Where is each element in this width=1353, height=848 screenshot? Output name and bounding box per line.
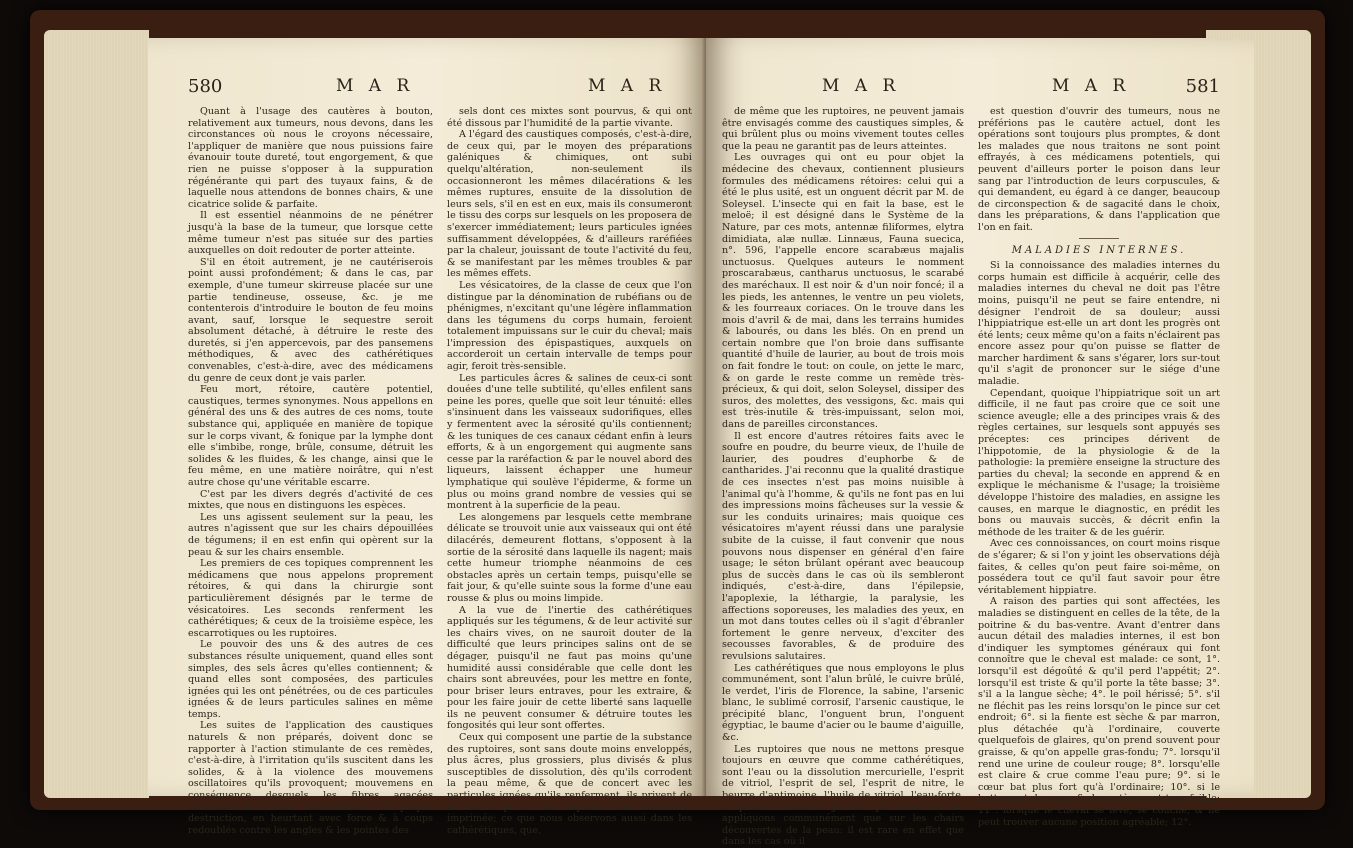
section-heading: MALADIES INTERNES. bbox=[1011, 244, 1187, 256]
paragraph: Si la connoissance des maladies internes du corps humain est difficile à acquérir, celle des maladies internes du cheval ne doit pas l'être moins, puisqu'il ne peut se faire entendre, ni désigner l'endroit de sa douleur; aussi l'hippiatrique est-elle un art dont les progrès ont été lents; ceux même qu'on a faits n'éclairent pas encore assez pour qu'on puisse se flatter de marcher hardiment & sans s'égarer, lors sur-tout qu'il s'agit de prononcer sur le siége d'une maladie. bbox=[978, 260, 1220, 388]
paragraph: Les cathérétiques que nous employons le plus communément, sont l'alun brûlé, le cuivre brûlé, le verdet, l'iris de Florence, la sabine, l'arsenic blanc, le sublimé corrosif, l'arsenic caustique, le précipité blanc, l'onguent brun, l'onguent égyptiac, le baume d'acier ou le baume d'aiguille, &c. bbox=[722, 662, 964, 744]
paragraph: de même que les ruptoires, ne peuvent jamais être envisagés comme des caustiques simples, & qui brûlent plus ou moins vivement toutes celles que la peau ne garantit pas de leurs atteintes. bbox=[722, 106, 964, 152]
paragraph: A l'égard des caustiques composés, c'est-à-dire, de ceux qui, par le moyen des préparations galéniques & chimiques, ont subi quelqu'altération, non-seulement ils occasionneront les mêmes dilacérations & les mêmes ruptures, ensuite de la dissolution de leurs sels, s'il en est en eux, mais ils consumeront le tissu des corps sur lesquels on les proposera de s'exercer immédiatement; leurs particules ignées suffisamment développées, & d'ailleurs raréfiées par la chaleur, jouissant de toute l'activité du feu, & se manifestant par les mêmes troubles & par les mêmes effets. bbox=[447, 129, 692, 280]
paragraph: Cependant, quoique l'hippiatrique soit un art difficile, il ne faut pas croire que ce soit une science aveugle; elle a des principes vrais & des règles certaines, sur lesquels sont appuyés ses préceptes: ces principes dérivent de l'hippotomie, de la physiologie & de la pathologie: la première enseigne la structure des parties du cheval; la seconde en apprend & en explique le méchanisme & l'usage; la troisième développe l'histoire des maladies, en assigne les causes, en marque le diagnostic, en prédit les bons ou mauvais succès, & décrit enfin la méthode de les traiter & de les guérir. bbox=[978, 387, 1220, 538]
text-column bbox=[188, 106, 433, 836]
left-page bbox=[148, 38, 706, 836]
paragraph: Les particules âcres & salines de ceux-ci sont douées d'une telle subtilité, qu'elles enfilent sans peine les pores, quelle que soit leur ténuité: elles s'insinuent dans les vaisseaux sudorifiques, elles y fermentent avec la sérosité qu'ils contiennent; & les tuniques de ces canaux cédant enfin à leurs efforts, & à un engorgement qui augmente sans cesse par la raréfaction & par le nouvel abord des liqueurs, laissent échapper une humeur lymphatique qui soulève l'épiderme, & forme un plus ou moins grand nombre de vessies qui se montrent à la superficie de la peau. bbox=[447, 372, 692, 512]
paragraph: Les uns agissent seulement sur la peau, les autres n'agissent que sur les chairs dépouillées de tégumens; il en est enfin qui opèrent sur la peau & sur les chairs ensemble. bbox=[188, 511, 433, 558]
paragraph: S'il en étoit autrement, je ne cautériserois point aussi profondément; & dans le cas, par exemple, d'une tumeur skirreuse placée sur une partie tendineuse, osseuse, &c. je me contenterois d'introduire le bouton de feu moins avant, sauf, lorsque le sequestre seroit absolument détaché, à détruire le reste des duretés, si j'en appercevois, par des pansemens méthodiques, & avec des cathérétiques convenables, c'est-à-dire, avec des médicamens du genre de ceux dont je vais parler. bbox=[188, 256, 433, 384]
running-head: M A R bbox=[588, 76, 667, 96]
page-number: 580 bbox=[188, 76, 223, 97]
paragraph: sels dont ces mixtes sont pourvus, & qui ont été dissous par l'humidité de la partie vivante. bbox=[447, 106, 692, 129]
right-page-header bbox=[722, 76, 1220, 100]
paragraph: Le pouvoir des uns & des autres de ces substances résulte uniquement, quand elles sont simples, des sels âcres qu'elles contiennent; & quand elles sont composées, des particules ignées qui les ont pénétrées, ou de ces particules ignées & de leurs particules salines en même temps. bbox=[188, 639, 433, 720]
section-rule bbox=[1079, 238, 1119, 239]
text-column bbox=[722, 106, 964, 848]
paragraph: Il est essentiel néanmoins de ne pénétrer jusqu'à la base de la tumeur, que lorsque cette même tumeur n'est pas située sur des parties auxquelles on doit redouter de porter atteinte. bbox=[188, 210, 433, 257]
right-page bbox=[706, 38, 1254, 848]
running-head: M A R bbox=[822, 76, 901, 96]
paragraph: A la vue de l'inertie des cathérétiques appliqués sur les tégumens, & de leur activité sur les chairs vives, on ne sauroit douter de la difficulté que leurs principes salins ont de se dégager, puisqu'il ne faut pas moins qu'une humidité aussi considérable que celle dont les chairs sont abreuvées, pour les mettre en fonte, pour briser leurs entraves, pour les extraire, & pour les faire jouir de cette liberté sans laquelle ils ne peuvent consumer & détruire toutes les fongosités qui leur sont offertes. bbox=[447, 604, 692, 732]
paragraph: A raison des parties qui sont affectées, les maladies se distinguent en celles de la tête, de la poitrine & du bas-ventre. Avant d'entrer dans aucun détail des maladies internes, il est bon d'indiquer les symptomes généraux qui font connoître que le cheval est malade: ce sont, 1°. lorsqu'il est dégoûté & qu'il perd l'appétit; 2°. lorsqu'il est triste & qu'il porte la tête basse; 3°. s'il a la langue sèche; 4°. le poil hérissé; 5°. s'il ne fléchit pas les reins lorsqu'on le pince sur cet endroit; 6°. si la fiente est sèche & par marron, plus détachée qu'à l'ordinaire, couverte quelquefois de glaires, qu'on prend souvent pour graisse, & qu'on appelle gras-fondu; 7°. lorsqu'il rend une urine de couleur rouge; 8°. lorsqu'elle est claire & crue comme l'eau pure; 9°. si le cœur bat plus fort qu'à l'ordinaire; 10°. si le battement du cœur & des artères est trop foible; 11°. lorsque le cheval se lève, se couche, & ne peut trouver aucune position agréable; 12°. bbox=[978, 596, 1220, 828]
paragraph: Il est encore d'autres rétoires faits avec le soufre en poudre, du beurre vieux, de l'huile de laurier, des poudres d'euphorbe & de cantharides. J'ai reconnu que la qualité drastique de ces insectes n'est pas moins nuisible à l'animal qu'à l'homme, & qu'ils ne font pas en lui des impressions moins fâcheuses sur la vessie & sur les conduits urinaires; mais quoique ces vésicatoires m'ayent réussi dans une paralysie subite de la cuisse, il faut convenir que nous pouvons nous dispenser en général d'en faire usage; le séton brûlant opérant avec beaucoup plus de succès dans le cas où ils sembleront indiqués, c'est-à-dire, dans l'épilepsie, l'apoplexie, la léthargie, la paralysie, les affections soporeuses, les maladies des yeux, en un mot dans toutes celles où il s'agit d'ébranler fortement le genre nerveux, d'exciter des secousses favorables, & de produire des revulsions salutaires. bbox=[722, 430, 964, 662]
paragraph: Les ouvrages qui ont eu pour objet la médecine des chevaux, contiennent plusieurs formules des médicamens rétoires: celui qui a été le plus usité, est un onguent décrit par M. de Soleysel. L'insecte qui en fait la base, est le meloë; il est désigné dans le Système de la Nature, par ces mots, antennæ filiformes, elytra dimidiata, alæ nullæ. Linnæus, Fauna suecica, n°. 596, l'appelle encore scarabæus majalis unctuosus. Quelques auteurs le nomment proscarabæus, cantharus unctuosus, le scarabé des maréchaux. Il est noir & d'un noir foncé; il a les pieds, les antennes, le ventre un peu violets, & les fourreaux coriaces. On le trouve dans les mois d'avril & de mai, dans les terrains humides & labourés, ou dans les blés. On en prend un certain nombre que l'on broie dans suffisante quantité d'huile de laurier, au bout de trois mois on fait fondre le tout: on coule, on jette le marc, & on garde le reste comme un remède très-précieux, & qui doit, selon Soleysel, dissiper des suros, des molettes, des vessigons, &c. mais qui est très-inutile & très-impuissant, selon moi, dans de pareilles circonstances. bbox=[722, 152, 964, 431]
paragraph: Quant à l'usage des cautères à bouton, relativement aux tumeurs, nous devons, dans les circonstances où nous le croyons nécessaire, l'appliquer de manière que nous puissions faire évanouir toute dureté, tout engorgement, & que rien ne puisse s'opposer à la suppuration régénérante qui part des tuyaux fains, & de laquelle nous attendons de bonnes chairs, & une cicatrice solide & parfaite. bbox=[188, 106, 433, 210]
paragraph: Les vésicatoires, de la classe de ceux que l'on distingue par la dénomination de rubéfians ou de phénigmes, n'excitant qu'une légère inflammation dans les tégumens du corps humain, feroient totalement impuissans sur le cuir du cheval; mais l'impression des épispastiques, auxquels on accorderoit un certain intervalle de temps pour agir, feroit très-sensible. bbox=[447, 279, 692, 373]
paragraph: C'est par les divers degrés d'activité de ces mixtes, que nous en distinguons les espèces. bbox=[188, 488, 433, 512]
text-column bbox=[447, 106, 692, 836]
page-edges-left bbox=[44, 30, 149, 798]
left-page-header bbox=[188, 76, 692, 100]
paragraph: Ceux qui composent une partie de la substance des ruptoires, sont sans doute moins enveloppés, plus âcres, plus grossiers, plus divisés & plus susceptibles de dissolution, dès qu'ils corrodent la peau même, & que de concert avec les particules ignées qu'ils renferment, ils privent de la vie la partie sur laquelle leur action est imprimée; ce que nous observons aussi dans les cathérétiques, que, bbox=[447, 732, 692, 836]
running-head: M A R bbox=[1052, 76, 1131, 96]
text-column bbox=[978, 106, 1220, 828]
open-book bbox=[30, 10, 1325, 848]
paragraph: est question d'ouvrir des tumeurs, nous ne préférions pas le cautère actuel, dont les opérations sont toujours plus promptes, & dont les malades que nous traitons ne sont point effrayés, à ces médicamens potentiels, qui peuvent d'ailleurs porter le poison dans leur sang par l'introduction de leurs corpuscules, & qui demandent, eu égard à ce danger, beaucoup de circonspection & de sagacité dans le choix, dans les préparations, & dans l'application que l'on en fait. bbox=[978, 106, 1220, 233]
paragraph: Les suites de l'application des caustiques naturels & non préparés, doivent donc se rapporter à l'action stimulante de ces remèdes, c'est-à-dire, à l'irritation qu'ils suscitent dans les solides, & à la violence des mouvemens oscillatoires qu'ils provoquent; mouvemens en conséquence desquels les fibres agacées sollicitent & hâtent elles-mêmes leur propre destruction, en heurtant avec force & à coups redoublés contre les angles & les pointes des bbox=[188, 720, 433, 836]
paragraph: Avec ces connoissances, on court moins risque de s'égarer; & si l'on y joint les observations déjà faites, & celles qu'on peut faire soi-même, on possédera tout ce qu'il faut savoir pour être véritablement hippiatre. bbox=[978, 538, 1220, 596]
paragraph: Les premiers de ces topiques comprennent les médicamens que nous appelons proprement rétoires, & qui dans la chirurgie sont particulièrement désignés par le terme de vésicatoires. Les seconds renferment les cathérétiques; & ceux de la troisième espèce, les escarrotiques ou les ruptoires. bbox=[188, 558, 433, 639]
paragraph: Les ruptoires que nous ne mettons presque toujours en œuvre que comme cathérétiques, sont l'eau ou la dissolution mercurielle, l'esprit de vitriol, l'esprit de sel, l'esprit de nitre, le beurre d'antimoine, l'huile de vitriol, l'eau-forte, la pierre infernale. Je dis que nous ne les appliquons communément que sur les chairs découvertes de la peau: il est rare en effet que dans les cas où il bbox=[722, 743, 964, 848]
page-number: 581 bbox=[1185, 76, 1220, 97]
running-head: M A R bbox=[336, 76, 415, 96]
paragraph: Les alongemens par lesquels cette membrane délicate se trouvoit unie aux vaisseaux qui ont été dilacérés, demeurent flottans, s'opposent à la sortie de la sérosité dans laquelle ils nagent; mais cette humeur triomphe néanmoins de ces obstacles après un certain temps, puisqu'elle se fait jour, & qu'elle suinte sous la forme d'une eau rousse & plus ou moins limpide. bbox=[447, 511, 692, 604]
paragraph: Feu mort, rétoire, cautère potentiel, caustiques, termes synonymes. Nous appellons en général des uns & des autres de ces noms, toute substance qui, appliquée en manière de topique sur le corps vivant, & fonique par la lymphe dont elle s'imbibe, ronge, brûle, consume, détruit les solides & les fluides, & les change, ainsi que le feu même, en une matière noirâtre, qui n'est autre chose qu'une véritable escarre. bbox=[188, 384, 433, 488]
